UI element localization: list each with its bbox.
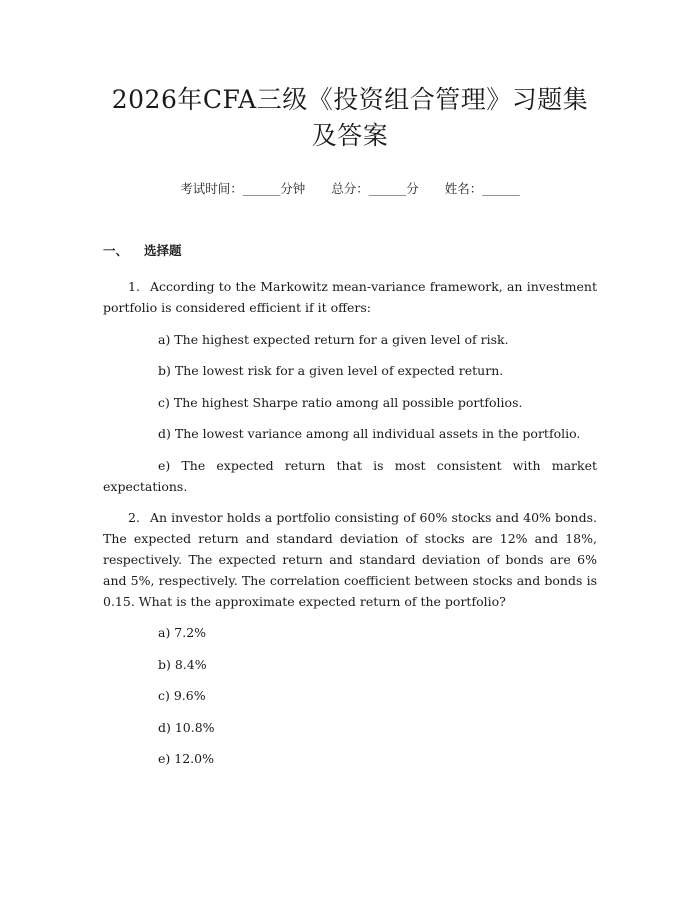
question-1-option-e: e) The expected return that is most consistent with market expectations. [103,457,597,494]
section-title: 选择题 [144,243,182,258]
name-label: 姓名：______ [444,181,520,196]
question-1-option-d: d) The lowest variance among all individual assets in the portfolio. [158,426,581,441]
question-2-option-c: c) 9.6% [158,688,206,703]
exam-time-label: 考试时间：______分钟 [180,181,306,196]
question-1-option-c: c) The highest Sharpe ratio among all possible portfolios. [158,394,523,410]
question-1 [103,276,597,318]
question-number: 2. [128,509,140,525]
document-title: 2026年CFA三级《投资组合管理》习题集及答案 [111,85,589,150]
question-2-option-b: b) 8.4% [158,656,207,672]
exam-info-line [103,180,597,198]
section-heading [103,242,597,260]
question-text: An investor holds a portfolio consisting of 60% stocks and 40% bonds. The expected return and standard deviation of stocks are 12% and 18%, respectively. The expected return and standard deviation of bonds are 6% and 5%, respectively. The correlation coefficient between stocks and bonds is 0.15. What is the approximate expected return of the portfolio? [103,509,597,609]
question-2-option-a: a) 7.2% [158,625,207,640]
section-number: 一、 [103,243,129,258]
question-1-option-a: a) The highest expected return for a given level of risk. [158,331,509,347]
question-2 [103,507,597,612]
question-2-option-d: d) 10.8% [158,719,215,735]
question-1-option-b: b) The lowest risk for a given level of expected return. [158,363,504,378]
question-text: According to the Markowitz mean-variance framework, an investment portfolio is considered efficient if it offers: [103,279,597,315]
question-number: 1. [128,279,140,294]
total-score-label: 总分：______分 [331,181,419,196]
question-2-option-e: e) 12.0% [158,751,214,766]
